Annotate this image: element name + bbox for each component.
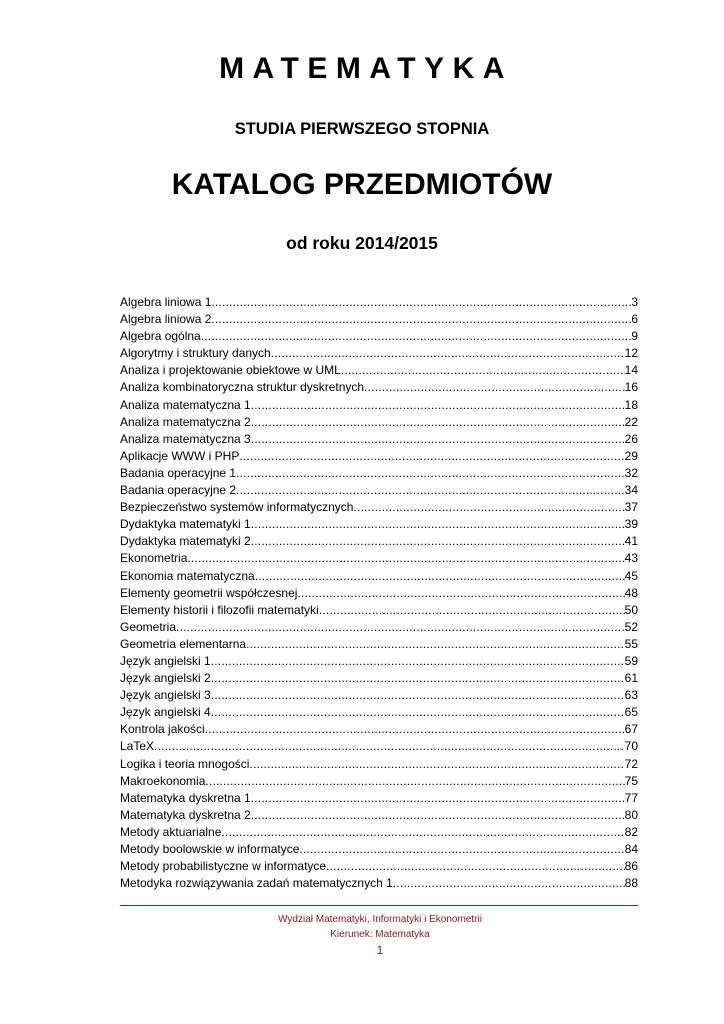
toc-entry[interactable] xyxy=(120,533,638,550)
toc-entry[interactable] xyxy=(120,875,638,892)
toc-dot-leader xyxy=(211,687,625,704)
toc-entry[interactable] xyxy=(120,704,638,721)
toc-dot-leader xyxy=(393,875,625,892)
toc-entry-page: 70 xyxy=(624,739,638,754)
toc-entry-page: 41 xyxy=(624,534,638,549)
toc-dot-leader xyxy=(211,704,625,721)
toc-dot-leader xyxy=(176,619,625,636)
toc-entry-page: 55 xyxy=(624,636,638,651)
toc-dot-leader xyxy=(297,585,624,602)
toc-entry-label: Metody probabilistyczne w informatyce xyxy=(120,859,327,874)
toc-entry[interactable] xyxy=(120,721,638,738)
toc-entry-label: Dydaktyka matematyki 2 xyxy=(120,534,251,549)
toc-dot-leader xyxy=(154,738,625,755)
toc-entry-page: 59 xyxy=(624,653,638,668)
toc-entry[interactable] xyxy=(120,362,638,379)
toc-entry-page: 45 xyxy=(624,568,638,583)
toc-entry[interactable] xyxy=(120,687,638,704)
toc-entry[interactable] xyxy=(120,328,638,345)
toc-entry[interactable] xyxy=(120,345,638,362)
page-number: 1 xyxy=(376,943,384,957)
toc-entry[interactable] xyxy=(120,568,638,585)
toc-entry-label: Algorytmy i struktury danych xyxy=(120,346,271,361)
toc-entry-label: Badania operacyjne 1 xyxy=(120,465,237,480)
toc-dot-leader xyxy=(353,499,624,516)
toc-entry-label: Geometria elementarna xyxy=(120,636,247,651)
toc-entry-page: 80 xyxy=(624,807,638,822)
toc-entry[interactable] xyxy=(120,431,638,448)
toc-dot-leader xyxy=(236,482,625,499)
toc-entry-page: 34 xyxy=(624,483,638,498)
toc-dot-leader xyxy=(249,756,624,773)
toc-dot-leader xyxy=(211,670,625,687)
toc-entry-label: Geometria xyxy=(120,619,177,634)
toc-entry-label: Logika i teoria mnogości xyxy=(120,756,250,771)
toc-entry-page: 48 xyxy=(624,585,638,600)
toc-entry-label: Metody aktuarialne xyxy=(120,824,222,839)
toc-entry[interactable] xyxy=(120,585,638,602)
toc-entry-label: Analiza matematyczna 3 xyxy=(120,431,251,446)
toc-entry-label: Analiza matematyczna 2 xyxy=(120,414,251,429)
footer-faculty: Wydział Matematyki, Informatyki i Ekonometrii xyxy=(278,914,482,925)
toc-entry-page: 22 xyxy=(624,414,638,429)
study-level-subtitle: STUDIA PIERWSZEGO STOPNIA xyxy=(234,120,490,138)
toc-dot-leader xyxy=(251,414,625,431)
toc-dot-leader xyxy=(221,824,624,841)
toc-dot-leader xyxy=(271,345,625,362)
toc-entry[interactable] xyxy=(120,516,638,533)
toc-entry-label: Bezpieczeństwo systemów informatycznych xyxy=(120,500,354,515)
toc-entry-label: Ekonomia matematyczna xyxy=(120,568,255,583)
footer-divider xyxy=(120,905,638,906)
toc-entry-page: 12 xyxy=(624,346,638,361)
toc-entry-page: 43 xyxy=(624,551,638,566)
document-title: MATEMATYKA xyxy=(219,52,513,85)
toc-entry-page: 65 xyxy=(624,705,638,720)
toc-entry[interactable] xyxy=(120,773,638,790)
toc-entry-label: Ekonometria xyxy=(120,551,188,566)
toc-entry-label: Język angielski 1 xyxy=(120,653,211,668)
toc-dot-leader xyxy=(211,311,631,328)
toc-entry-page: 37 xyxy=(624,500,638,515)
toc-entry-page: 67 xyxy=(624,722,638,737)
toc-entry[interactable] xyxy=(120,807,638,824)
toc-entry[interactable] xyxy=(120,858,638,875)
toc-entry[interactable] xyxy=(120,602,638,619)
toc-entry-page: 26 xyxy=(624,431,638,446)
toc-entry[interactable] xyxy=(120,636,638,653)
toc-entry-page: 16 xyxy=(624,380,638,395)
toc-entry-label: Matematyka dyskretna 2 xyxy=(120,807,251,822)
toc-dot-leader xyxy=(251,533,625,550)
toc-dot-leader xyxy=(211,294,631,311)
toc-dot-leader xyxy=(211,653,625,670)
toc-entry-label: Analiza matematyczna 1 xyxy=(120,397,251,412)
toc-dot-leader xyxy=(239,448,624,465)
toc-dot-leader xyxy=(251,807,625,824)
toc-dot-leader xyxy=(319,602,625,619)
toc-entry[interactable] xyxy=(120,670,638,687)
toc-entry-label: Kontrola jakości xyxy=(120,722,205,737)
toc-entry[interactable] xyxy=(120,482,638,499)
toc-dot-leader xyxy=(364,379,625,396)
toc-dot-leader xyxy=(236,465,625,482)
toc-dot-leader xyxy=(251,397,625,414)
toc-entry-page: 29 xyxy=(624,448,638,463)
toc-entry[interactable] xyxy=(120,448,638,465)
toc-entry-page: 18 xyxy=(624,397,638,412)
toc-dot-leader xyxy=(205,773,624,790)
toc-entry-label: Metodyka rozwiązywania zadań matematycznych 1 xyxy=(120,876,393,891)
toc-entry-label: Dydaktyka matematyki 1 xyxy=(120,517,251,532)
footer-program: Kierunek: Matematyka xyxy=(330,929,430,940)
toc-entry-page: 72 xyxy=(624,756,638,771)
catalog-title: KATALOG PRZEDMIOTÓW xyxy=(171,168,553,201)
toc-entry-page: 39 xyxy=(624,517,638,532)
toc-entry-label: Aplikacje WWW i PHP xyxy=(120,448,240,463)
toc-entry[interactable] xyxy=(120,311,638,328)
toc-entry[interactable] xyxy=(120,653,638,670)
toc-entry[interactable] xyxy=(120,414,638,431)
toc-entry-page: 6 xyxy=(631,312,638,327)
toc-entry-label: Matematyka dyskretna 1 xyxy=(120,790,251,805)
toc-dot-leader xyxy=(201,328,632,345)
toc-entry-page: 77 xyxy=(624,790,638,805)
toc-entry[interactable] xyxy=(120,738,638,755)
toc-entry-label: Elementy historii i filozofii matematyki xyxy=(120,602,319,617)
toc-entry-label: Algebra liniowa 1 xyxy=(120,295,212,309)
toc-entry-page: 84 xyxy=(624,842,638,856)
toc-dot-leader xyxy=(341,362,625,379)
toc-entry[interactable] xyxy=(120,379,638,396)
toc-dot-leader xyxy=(205,721,625,738)
toc-entry-label: Badania operacyjne 2 xyxy=(120,483,237,498)
toc-entry-page: 32 xyxy=(624,465,638,480)
toc-entry-label: Algebra liniowa 2 xyxy=(120,312,212,327)
table-of-contents xyxy=(120,294,638,892)
toc-entry-label: Język angielski 2 xyxy=(120,671,211,686)
toc-dot-leader xyxy=(251,431,625,448)
toc-entry[interactable] xyxy=(120,499,638,516)
toc-entry-label: Język angielski 3 xyxy=(120,688,211,703)
toc-dot-leader xyxy=(251,790,625,807)
toc-dot-leader xyxy=(255,568,625,585)
toc-entry-page: 61 xyxy=(624,671,638,686)
toc-dot-leader xyxy=(246,636,625,653)
toc-entry-page: 14 xyxy=(624,363,638,378)
toc-entry-page: 50 xyxy=(624,602,638,617)
toc-entry-page: 82 xyxy=(624,824,638,839)
toc-entry-label: Makroekonomia xyxy=(120,773,206,788)
toc-entry-label: Język angielski 4 xyxy=(120,705,211,720)
toc-entry-label: Analiza i projektowanie obiektowe w UML xyxy=(120,363,341,378)
toc-entry[interactable] xyxy=(120,756,638,773)
toc-entry-page: 63 xyxy=(624,688,638,703)
toc-entry-page: 9 xyxy=(631,329,638,344)
toc-entry-page: 86 xyxy=(624,859,638,874)
academic-year: od roku 2014/2015 xyxy=(286,233,438,253)
toc-entry-label: LaTeX xyxy=(120,739,155,754)
toc-entry[interactable] xyxy=(120,550,638,567)
toc-entry-label: Metody boolowskie w informatyce xyxy=(120,842,300,856)
toc-entry-label: Analiza kombinatoryczna struktur dyskretnych xyxy=(120,380,365,395)
toc-dot-leader xyxy=(299,841,624,858)
toc-dot-leader xyxy=(187,550,624,567)
toc-entry-label: Algebra ogólna xyxy=(120,329,201,344)
toc-entry-page: 75 xyxy=(624,773,638,788)
toc-entry[interactable] xyxy=(120,790,638,807)
toc-entry-page: 3 xyxy=(631,295,638,309)
toc-entry[interactable] xyxy=(120,841,638,858)
toc-entry[interactable] xyxy=(120,824,638,841)
toc-entry-label: Elementy geometrii współczesnej xyxy=(120,585,298,600)
toc-dot-leader xyxy=(326,858,625,875)
toc-dot-leader xyxy=(251,516,625,533)
toc-entry-page: 88 xyxy=(624,876,638,891)
toc-entry[interactable] xyxy=(120,465,638,482)
toc-entry[interactable] xyxy=(120,294,638,311)
toc-entry[interactable] xyxy=(120,397,638,414)
toc-entry[interactable] xyxy=(120,619,638,636)
toc-entry-page: 52 xyxy=(624,619,638,634)
